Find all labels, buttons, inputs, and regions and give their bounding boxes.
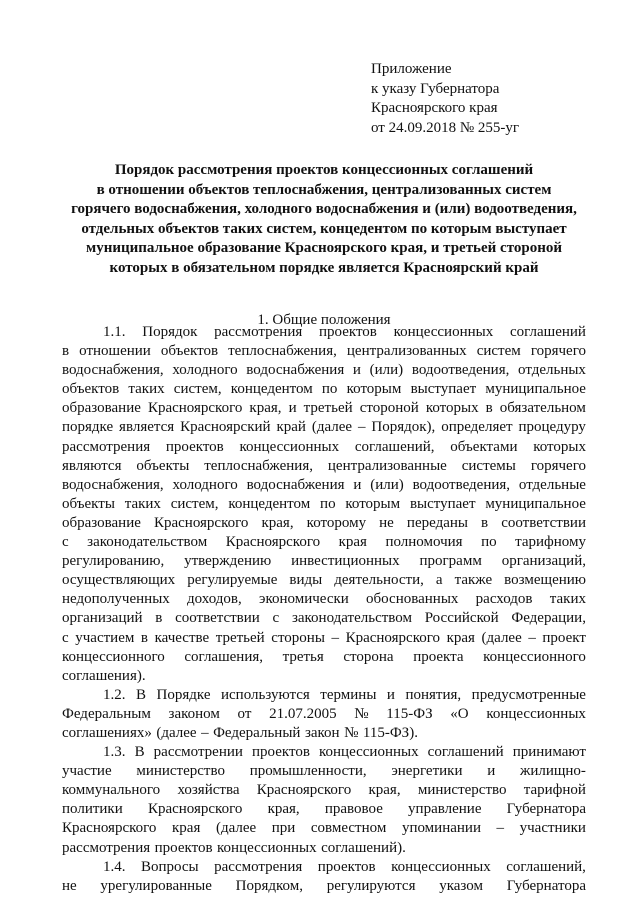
word: министерство [136,763,225,780]
word: по [320,495,336,512]
word: законодательством [291,610,412,627]
word: водоотведения, [412,476,511,493]
word: рассмотрения [214,858,303,875]
word: с [62,534,69,551]
word: систем, [173,381,222,398]
word: деятельности, [334,572,424,589]
word: которым [346,381,402,398]
document-title [62,161,586,278]
word: 115-ФЗ [386,705,433,722]
word: выступает [410,381,477,398]
body-line [62,399,586,418]
word: определяет [441,419,513,436]
word: доходов, [187,591,242,608]
word: качестве [154,629,210,646]
appendix-line: от 24.09.2018 № 255-уг [371,119,520,136]
word: рассмотрении [153,744,243,761]
word: также [454,572,493,589]
word: проект [542,629,586,646]
word: Порядок), [371,419,436,436]
word: в [481,514,489,531]
word: при [271,820,296,837]
word: объекты [62,495,115,512]
word: соответствии [175,610,260,627]
body-line [62,476,586,495]
word: систем [476,343,521,360]
body-line [62,342,586,361]
word: отдельные [518,476,586,493]
word: экономически [259,591,349,608]
word: холодного [172,362,238,379]
word: жилищно- [519,763,586,780]
word: Красноярского [153,514,249,531]
word: выступает [409,495,476,512]
word: водоснабжения [246,362,345,379]
word: не [379,514,394,531]
word: рассмотрения [214,324,303,340]
word: горячего [530,457,586,474]
word: регулируются [326,877,416,894]
word: концессионных [239,438,340,455]
word: обоснованных [366,591,459,608]
word: проектов [317,858,376,875]
word: – [331,629,339,646]
body-line [62,800,586,819]
word: объектами [450,438,518,455]
word: края, [249,400,282,417]
word: Федерации, [511,610,586,627]
word: муниципальное [485,381,586,398]
word: регулированию, [62,553,165,570]
word: В [136,686,147,703]
word: законодательством [87,534,208,551]
word: – [357,419,366,436]
word: соглашения). [62,667,146,684]
document-body [62,323,586,896]
word: Порядком, [235,877,303,894]
word: Красноярского [62,820,157,837]
word: возмещению [504,572,586,589]
word: горячего [530,343,586,360]
word: хозяйства [177,782,240,799]
word: является [119,419,175,436]
word: Красноярского [147,400,243,417]
word: Губернатора [506,877,586,894]
appendix-line: Красноярского края [371,100,498,116]
appendix-line: к указу Губернатора [371,80,500,97]
word: не [62,877,77,894]
word: водоснабжения, [62,362,164,379]
title-line: которых в обязательном порядке является Красноярский край [109,259,539,276]
word: обязательном [499,400,586,417]
word: таких [549,591,586,608]
word: которых [533,438,586,455]
word: В [134,744,145,761]
word: концедентом [230,381,313,398]
word: края, [368,782,401,799]
body-line [62,762,586,781]
word: 1.4. [103,858,126,875]
word: и [386,686,395,703]
word: концессионного [483,648,586,665]
word: Федеральный [213,724,301,741]
body-line [62,609,586,628]
word: и [487,763,496,780]
word: стороны [271,629,325,646]
word: министерство [417,782,507,799]
section-heading: 1. Общие положения [257,312,391,328]
word: политики [62,801,123,818]
word: соглашений [427,744,504,761]
body-line [62,819,586,838]
word: правовое [324,801,383,818]
word: 21.07.2005 [269,705,337,722]
word: объектов [62,381,120,398]
word: проектов [154,839,213,856]
word: совместном [310,820,387,837]
word: (далее [156,724,197,741]
title-line: муниципальное образование Красноярского края, и третьей стороной [86,240,562,256]
body-line [62,361,586,380]
word: третьей [303,400,353,417]
word: расходов [475,591,533,608]
word: концедентом [228,495,311,512]
word: третьей [215,629,265,646]
word: (далее [311,419,353,436]
title-line: Порядок рассмотрения проектов концессионных соглашений [114,162,534,178]
word: централизованные [327,457,447,474]
word: недополученных [62,591,170,608]
word: (или) [369,362,404,379]
body-line [62,667,586,686]
word: края, [267,801,300,818]
word: – [201,724,209,741]
word: проектов [318,324,377,340]
title-line: горячего водоснабжения, холодного водоснабжения и (или) водоотведения, [71,201,577,217]
word: концессионного [62,648,165,665]
word: организаций [62,610,143,627]
body-line [62,839,586,858]
word: проектов [252,744,310,761]
word: (или) [370,476,404,493]
word: централизованных [346,343,467,360]
word: сторона [343,648,394,665]
word: Порядок [142,324,198,340]
body-line [62,380,586,399]
word: теплоснабжения, [228,343,337,360]
word: объекты [136,457,190,474]
word: (далее [215,820,257,837]
word: и [353,476,362,493]
word: соглашений [509,324,586,340]
word: системы [461,457,516,474]
appendix-line: Приложение [371,61,452,77]
word: используются [221,686,310,703]
word: и [352,362,361,379]
body-line [62,552,586,571]
word: края, [261,514,294,531]
body-line [62,743,586,762]
word: в [485,400,493,417]
word: водоотведения, [411,362,510,379]
word: энергетики [391,763,463,780]
word: порядке [62,419,114,436]
word: по [481,534,497,551]
word: инвестиционных [291,553,400,570]
word: управление [408,801,482,818]
word: третья [282,648,324,665]
word: теплоснабжения, [204,457,313,474]
word: образование [62,400,141,417]
body-line [62,438,586,457]
body-line [62,648,586,667]
word: № [344,724,359,741]
word: процедуру [518,419,586,436]
word: – [496,820,505,837]
appendix-block [371,60,519,138]
word: водоснабжения, [62,476,164,493]
body-line [62,590,586,609]
word: соглашений, [354,438,435,455]
word: с [272,610,280,627]
word: концессионных [318,744,419,761]
word: соответствии [501,514,586,531]
word: № [354,705,369,722]
word: которому [306,514,367,531]
word: в [155,610,163,627]
word: участие [62,763,112,780]
word: – [528,629,536,646]
word: проекта [413,648,464,665]
word: утверждению [184,553,272,570]
word: упоминании [401,820,481,837]
word: 115-ФЗ). [362,724,418,741]
word: виды [289,572,323,589]
word: промышленности, [249,763,367,780]
word: Губернатора [506,801,586,818]
word: таких [128,381,165,398]
word: законом [168,705,220,722]
word: края [446,629,475,646]
word: стороной [359,400,419,417]
word: Красноярского [256,782,352,799]
word: термины [320,686,377,703]
word: программ [419,553,482,570]
word: концессионных [391,858,491,875]
word: участием [75,629,135,646]
word: по [321,381,338,398]
word: полномочия [385,534,463,551]
word: таких [124,495,161,512]
word: проектов [165,438,224,455]
word: соглашений, [506,858,586,875]
word: концессионных [393,324,494,340]
word: которых [425,400,479,417]
word: в [140,629,149,646]
word: соглашениях» [62,724,152,741]
word: которым [345,495,401,512]
body-line [62,629,586,648]
word: Федеральным [62,705,151,722]
word: концессионных [217,839,317,856]
word: принимают [512,744,586,761]
word: (далее [481,629,522,646]
word: Российской [424,610,499,627]
word: образование [62,514,141,531]
word: тарифному [515,534,586,551]
word: являются [62,457,122,474]
word: регулируемые [187,572,278,589]
word: соглашения, [184,648,263,665]
word: концессионных [486,705,586,722]
word: предусмотренные [471,686,586,703]
word: рассмотрения [62,839,151,856]
word: понятия, [405,686,462,703]
word: край [276,419,306,436]
word: организаций, [501,553,586,570]
title-line: в отношении объектов теплоснабжения, централизованных систем [96,181,552,198]
word: соглашений). [321,839,406,856]
word: осуществляющих [62,572,176,589]
body-line [62,533,586,552]
word: края [172,820,201,837]
word: тарифной [523,782,586,799]
word: закон [304,724,340,741]
word: Красноярского [147,801,243,818]
word: от [237,705,252,722]
body-line [62,495,586,514]
word: отдельных [518,362,586,379]
body-line [62,514,586,533]
word: Порядке [156,686,211,703]
word: переданы [406,514,468,531]
word: водоснабжения [246,476,345,493]
word: края [338,534,367,551]
word: коммунального [62,782,161,799]
word: 1.2. [103,686,126,703]
word: Вопросы [140,858,199,875]
word: муниципальное [485,495,586,512]
body-line [62,686,586,705]
word: а [435,572,443,589]
word: в [62,343,70,360]
word: «О [450,705,469,722]
word: и [288,400,297,417]
title-line: отдельных объектов таких систем, концедентом по которым выступает [81,220,567,237]
body-line [62,781,586,800]
body-line [62,877,586,896]
word: рассмотрения [62,438,151,455]
body-line [62,571,586,590]
body-line [62,457,586,476]
body-line [62,705,586,724]
word: указом [439,877,483,894]
word: Красноярского [345,629,441,646]
body-line [62,323,586,342]
word: Красноярский [180,419,271,436]
word: урегулированные [100,877,212,894]
word: с [62,629,69,646]
body-line [62,724,586,743]
body-line [62,858,586,877]
word: объектов [160,343,219,360]
body-line [62,418,586,437]
word: систем, [170,495,219,512]
word: 1.3. [103,744,126,761]
word: 1.1. [103,324,126,340]
word: Красноярского [225,534,321,551]
word: холодного [172,476,238,493]
word: отношении [79,343,151,360]
word: участники [519,820,586,837]
